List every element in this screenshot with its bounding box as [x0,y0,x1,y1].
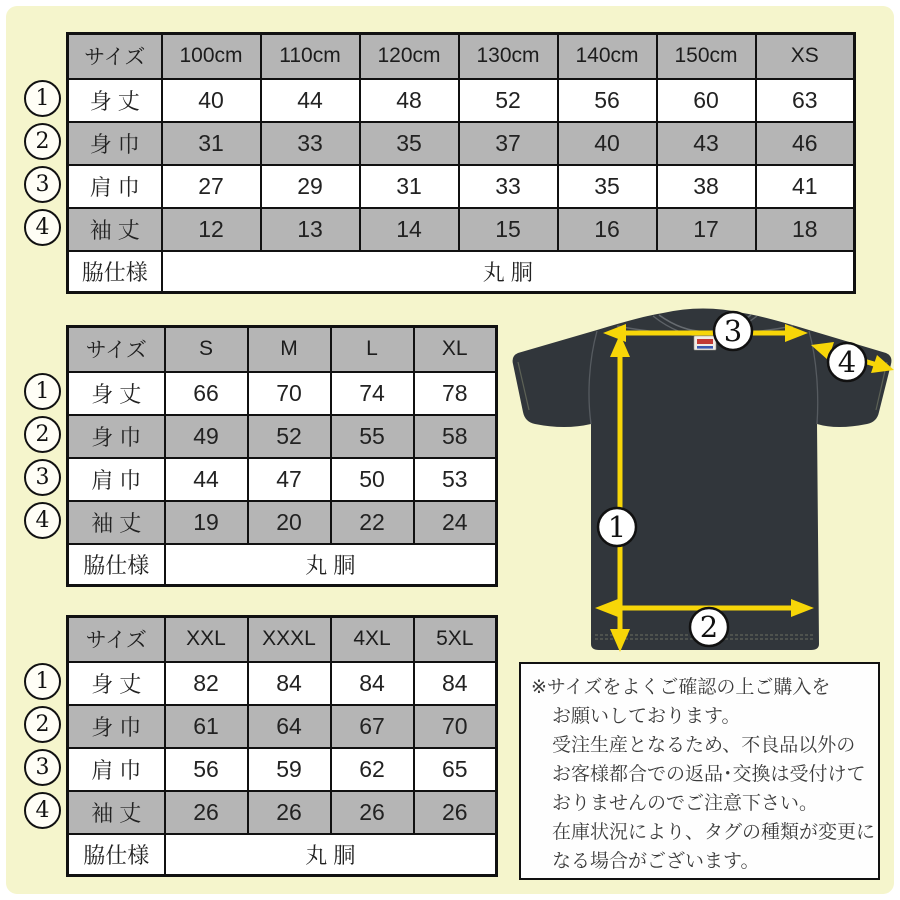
size-value-cell: 12 [162,208,261,251]
size-value-cell: 70 [414,705,497,748]
notice-line: 在庫状況により、タグの種類が変更に [552,822,876,843]
size-value-cell: 48 [360,79,459,122]
column-header: XXXL [248,617,331,662]
row-number-badge: 1 [24,80,61,117]
column-header: 140cm [558,34,657,79]
size-value-cell: 41 [756,165,855,208]
size-value-cell: 15 [459,208,558,251]
footer-value: 丸 胴 [162,251,855,293]
size-value-cell: 14 [360,208,459,251]
size-value-cell: 46 [756,122,855,165]
size-value-cell: 70 [248,372,331,415]
size-value-cell: 67 [331,705,414,748]
size-value-cell: 38 [657,165,756,208]
svg-text:1: 1 [607,510,627,545]
size-value-cell: 78 [414,372,497,415]
row-number-badge: 3 [24,749,61,786]
size-value-cell: 47 [248,458,331,501]
size-value-cell: 35 [360,122,459,165]
row-number-badge: 4 [24,209,61,246]
table-row [68,372,497,415]
column-header: XL [414,327,497,372]
column-header: 4XL [331,617,414,662]
notice-line: ※サイズをよくご確認の上ご購入を [531,677,831,698]
size-value-cell: 40 [162,79,261,122]
size-value-cell: 52 [248,415,331,458]
row-number-badge: 1 [24,373,61,410]
size-value-cell: 22 [331,501,414,544]
row-label: 身 巾 [68,122,162,165]
size-value-cell: 31 [162,122,261,165]
size-value-cell: 44 [261,79,360,122]
size-table-kids-sizes [66,32,856,294]
size-value-cell: 29 [261,165,360,208]
table-row [68,208,855,251]
table-row [68,501,497,544]
row-label: 肩 巾 [68,165,162,208]
svg-text:2: 2 [699,610,719,645]
row-number-badge: 3 [24,459,61,496]
svg-text:3: 3 [723,314,743,349]
notice-line: なる場合がございます。 [552,851,760,872]
size-table-plus-sizes [66,615,498,877]
size-value-cell: 56 [165,748,248,791]
row-number-badge: 4 [24,792,61,829]
table-row [68,165,855,208]
size-value-cell: 27 [162,165,261,208]
size-value-cell: 65 [414,748,497,791]
column-header: L [331,327,414,372]
footer-label: 脇仕様 [68,251,162,293]
column-header: サイズ [68,617,165,662]
notice-line: 受注生産となるため、不良品以外の [552,735,856,756]
size-value-cell: 16 [558,208,657,251]
column-header: 150cm [657,34,756,79]
row-label: 身 丈 [68,372,165,415]
column-header: 120cm [360,34,459,79]
row-label: 袖 丈 [68,501,165,544]
table-footer-row [68,251,855,293]
tshirt-diagram [505,300,900,660]
size-value-cell: 26 [165,791,248,834]
size-value-cell: 56 [558,79,657,122]
notice-line: おりませんのでご注意下さい。 [552,793,819,814]
size-value-cell: 17 [657,208,756,251]
row-number-badge: 2 [24,123,61,160]
size-value-cell: 24 [414,501,497,544]
size-value-cell: 64 [248,705,331,748]
size-value-cell: 59 [248,748,331,791]
size-table-adult-sizes [66,325,498,587]
row-number-badge: 2 [24,416,61,453]
table-footer-row [68,834,497,876]
size-value-cell: 58 [414,415,497,458]
footer-value: 丸 胴 [165,544,497,586]
table-row [68,122,855,165]
size-value-cell: 33 [459,165,558,208]
column-header: 5XL [414,617,497,662]
size-value-cell: 60 [657,79,756,122]
footer-label: 脇仕様 [68,834,165,876]
table-row [68,458,497,501]
measure-badge-2 [690,608,728,646]
footer-value: 丸 胴 [165,834,497,876]
size-value-cell: 49 [165,415,248,458]
table-row [68,79,855,122]
row-number-badge: 2 [24,706,61,743]
size-value-cell: 20 [248,501,331,544]
column-header: M [248,327,331,372]
size-value-cell: 18 [756,208,855,251]
row-label: 身 丈 [68,662,165,705]
row-label: 肩 巾 [68,458,165,501]
size-value-cell: 53 [414,458,497,501]
size-value-cell: 84 [331,662,414,705]
column-header: XS [756,34,855,79]
size-value-cell: 62 [331,748,414,791]
table-row [68,748,497,791]
table-row [68,791,497,834]
row-label: 身 丈 [68,79,162,122]
table-row [68,662,497,705]
column-header: 110cm [261,34,360,79]
size-value-cell: 19 [165,501,248,544]
size-value-cell: 31 [360,165,459,208]
row-number-badge: 4 [24,502,61,539]
measure-badge-4 [828,343,866,381]
size-value-cell: 84 [414,662,497,705]
footer-label: 脇仕様 [68,544,165,586]
row-label: 袖 丈 [68,208,162,251]
size-value-cell: 13 [261,208,360,251]
column-header: サイズ [68,34,162,79]
notice-line: お願いしております。 [552,706,741,727]
measure-badge-1 [598,508,636,546]
size-value-cell: 74 [331,372,414,415]
brand-tag [694,336,716,350]
size-value-cell: 37 [459,122,558,165]
table-footer-row [68,544,497,586]
size-value-cell: 26 [414,791,497,834]
notice-box [519,662,880,880]
size-value-cell: 44 [165,458,248,501]
notice-line: お客様都合での返品･交換は受付けて [552,764,866,785]
size-value-cell: 61 [165,705,248,748]
row-number-badge: 1 [24,663,61,700]
size-value-cell: 43 [657,122,756,165]
size-value-cell: 63 [756,79,855,122]
size-value-cell: 84 [248,662,331,705]
size-value-cell: 26 [248,791,331,834]
row-label: 袖 丈 [68,791,165,834]
svg-text:4: 4 [837,345,857,380]
measure-badge-3 [714,312,752,350]
size-value-cell: 55 [331,415,414,458]
column-header: 100cm [162,34,261,79]
size-value-cell: 40 [558,122,657,165]
row-label: 肩 巾 [68,748,165,791]
column-header: サイズ [68,327,165,372]
column-header: 130cm [459,34,558,79]
table-row [68,705,497,748]
column-header: S [165,327,248,372]
row-label: 身 巾 [68,415,165,458]
column-header: XXL [165,617,248,662]
row-number-badge: 3 [24,166,61,203]
size-value-cell: 52 [459,79,558,122]
table-row [68,415,497,458]
size-value-cell: 50 [331,458,414,501]
row-label: 身 巾 [68,705,165,748]
size-value-cell: 66 [165,372,248,415]
size-value-cell: 26 [331,791,414,834]
size-value-cell: 33 [261,122,360,165]
size-value-cell: 35 [558,165,657,208]
size-value-cell: 82 [165,662,248,705]
